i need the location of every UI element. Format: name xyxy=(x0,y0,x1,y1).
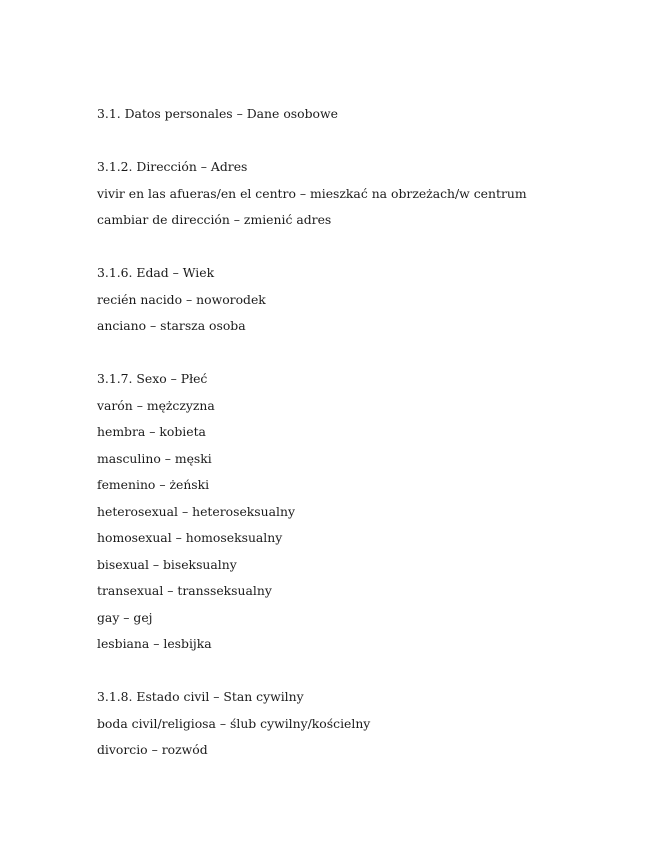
section-heading: 3.1.7. Sexo – Płeć xyxy=(97,371,208,386)
section-heading: 3.1.6. Edad – Wiek xyxy=(97,265,215,280)
vocab-item: boda civil/religiosa – ślub cywilny/kościelny xyxy=(97,715,371,731)
vocab-item: cambiar de dirección – zmienić adres xyxy=(97,212,332,227)
vocab-item: femenino – żeński xyxy=(97,477,210,492)
document-title: 3.1. Datos personales – Dane osobowe xyxy=(97,106,338,121)
spacer xyxy=(97,234,617,261)
vocab-item: heterosexual – heteroseksualny xyxy=(97,503,295,519)
section-direccion xyxy=(97,154,617,234)
vocab-item: divorcio – rozwód xyxy=(97,742,208,757)
document-page xyxy=(97,101,617,764)
vocab-item: transexual – transseksualny xyxy=(97,583,272,598)
spacer xyxy=(97,128,617,155)
section-edad xyxy=(97,260,617,340)
vocab-item: homosexual – homoseksualny xyxy=(97,530,283,545)
section-heading: 3.1.2. Dirección – Adres xyxy=(97,159,248,174)
vocab-item: vivir en las afueras/en el centro – mieszkać na obrzeżach/w centrum xyxy=(97,185,527,201)
vocab-item: masculino – męski xyxy=(97,450,212,466)
section-sexo xyxy=(97,366,617,658)
section-heading: 3.1.8. Estado civil – Stan cywilny xyxy=(97,689,304,704)
vocab-item: anciano – starsza osoba xyxy=(97,318,246,333)
vocab-item: varón – mężczyzna xyxy=(97,397,215,413)
spacer xyxy=(97,340,617,367)
vocab-item: gay – gej xyxy=(97,609,153,625)
vocab-item: bisexual – biseksualny xyxy=(97,556,237,572)
vocab-item: recién nacido – noworodek xyxy=(97,291,266,307)
spacer xyxy=(97,658,617,685)
vocab-item: hembra – kobieta xyxy=(97,424,206,439)
section-estado-civil xyxy=(97,684,617,764)
vocab-item: lesbiana – lesbijka xyxy=(97,636,212,651)
